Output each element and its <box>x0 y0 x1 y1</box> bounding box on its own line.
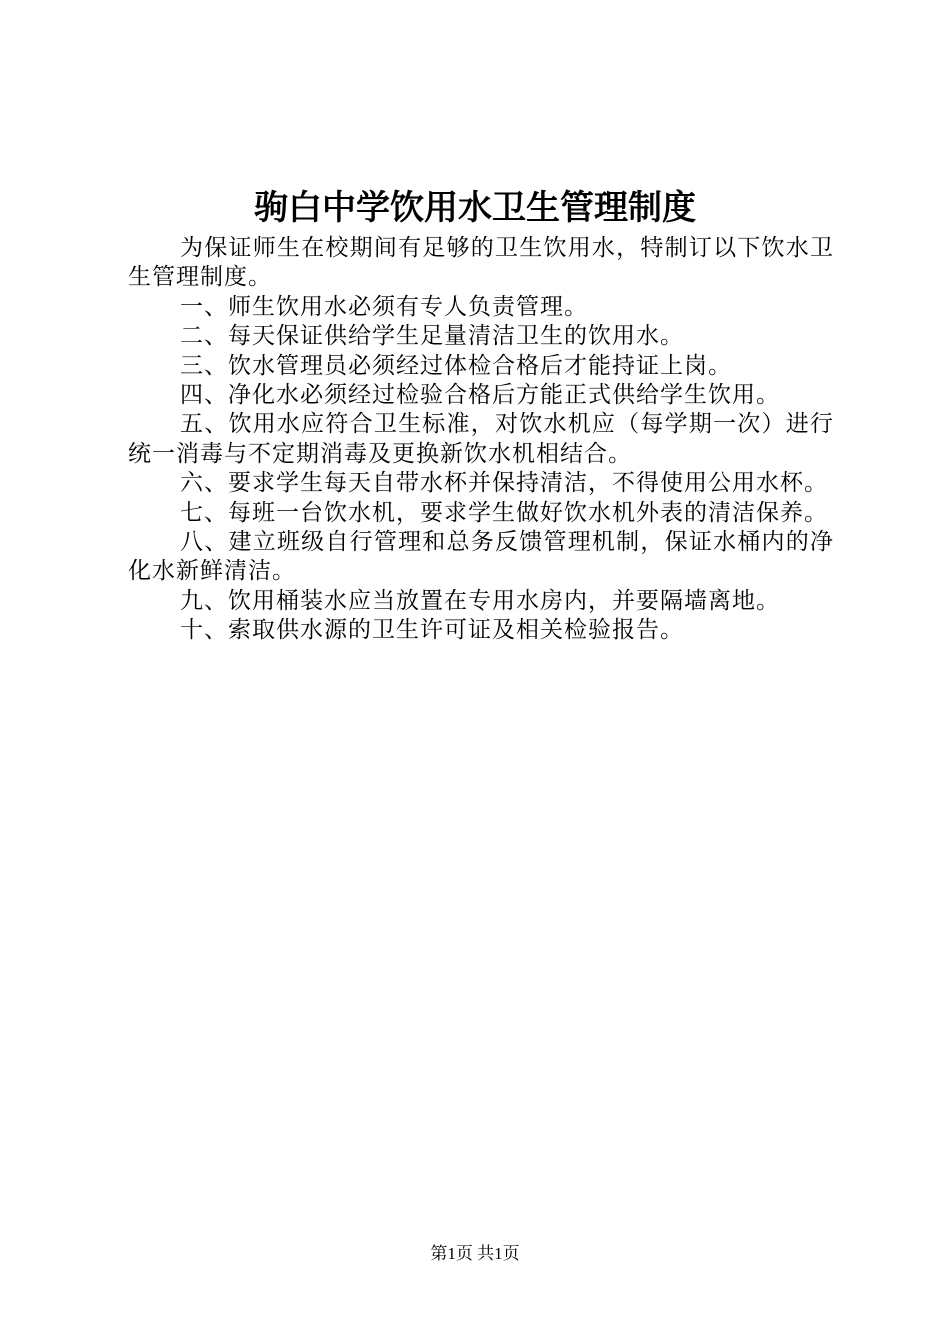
rule-item-1: 一、师生饮用水必须有专人负责管理。 <box>180 293 588 320</box>
document-body <box>128 234 834 646</box>
rule-item-8: 八、建立班级自行管理和总务反馈管理机制，保证水桶内的净化水新鲜清洁。 <box>128 529 834 585</box>
document-title: 驹白中学饮用水卫生管理制度 <box>254 188 696 228</box>
rule-item-5: 五、饮用水应符合卫生标准，对饮水机应（每学期一次）进行统一消毒与不定期消毒及更换新饮水机相结合。 <box>128 411 834 467</box>
page-number-footer: 第1页 共1页 <box>430 1244 520 1263</box>
rule-item-2: 二、每天保证供给学生足量清洁卫生的饮用水。 <box>180 323 684 350</box>
rule-item-10: 十、索取供水源的卫生许可证及相关检验报告。 <box>180 617 684 644</box>
rule-item-9: 九、饮用桶装水应当放置在专用水房内，并要隔墙离地。 <box>180 587 780 614</box>
rule-item-4: 四、净化水必须经过检验合格后方能正式供给学生饮用。 <box>180 382 780 409</box>
intro-paragraph: 为保证师生在校期间有足够的卫生饮用水，特制订以下饮水卫生管理制度。 <box>128 235 834 291</box>
rule-item-3: 三、饮水管理员必须经过体检合格后才能持证上岗。 <box>180 352 732 379</box>
rule-item-7: 七、每班一台饮水机，要求学生做好饮水机外表的清洁保养。 <box>180 499 828 526</box>
rule-item-6: 六、要求学生每天自带水杯并保持清洁，不得使用公用水杯。 <box>180 470 828 497</box>
